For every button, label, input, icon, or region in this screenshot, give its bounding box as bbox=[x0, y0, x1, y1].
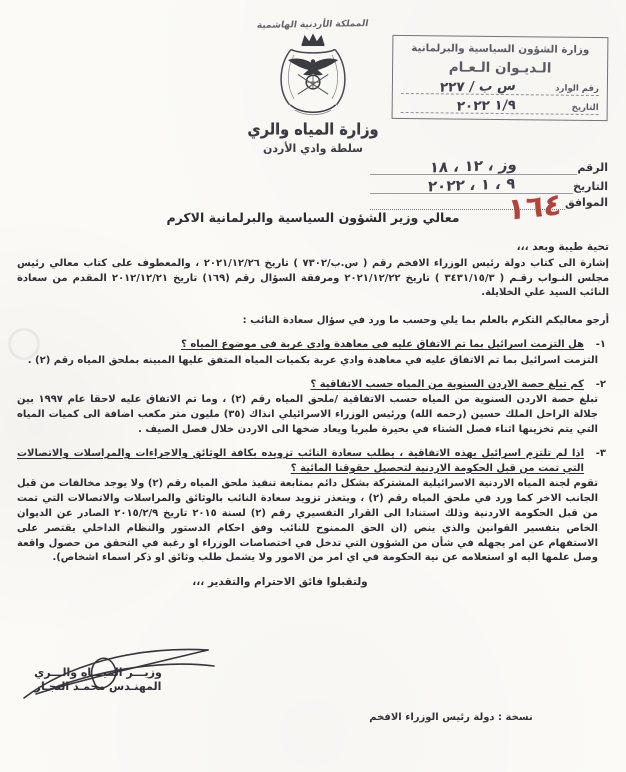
letter-body bbox=[17, 240, 609, 590]
signature-block bbox=[12, 666, 184, 693]
item-question: اذا لم تلتزم اسرائيل بهذه الاتفاقية ، يطلب سعادة النائب تزويده بكافة الوثائق والاجراءات والمراسلات والاتصالات التي تمت من قبل الحكومة الاردنية لتحصيل حقوقنا المائية ؟ bbox=[17, 447, 584, 474]
reference-block bbox=[370, 155, 608, 212]
item-answer: التزمت اسرائيل بما تم الاتفاق عليه في معاهدة وادي عربة بكميات المياه المتفق عليها المبينه بملحق المياه رقم (٢) . bbox=[27, 354, 598, 366]
copy-note: نسخة : دولة رئيس الوزراء الافخم bbox=[369, 712, 533, 723]
stamp-date-label: التاريخ bbox=[571, 102, 599, 114]
scan-artifact-circle bbox=[8, 328, 40, 360]
ref-corresponding-row bbox=[370, 196, 608, 210]
signature-title: وزيـــر الميـــاه والـــري bbox=[34, 666, 162, 679]
stamp-date-value: ١/٩ ٢٠٢٢ bbox=[455, 97, 517, 115]
qa-item bbox=[17, 447, 609, 566]
registry-stamp bbox=[392, 35, 609, 121]
stamp-ministry-line: وزارة الشؤون السياسية والبرلمانية bbox=[411, 42, 590, 56]
authority-name: سلطة وادي الأردن bbox=[262, 142, 363, 155]
closing-line: ولتقبلوا فائق الاحترام والتقدير ،،، bbox=[192, 576, 368, 589]
ministry-name-calligraphy: وزارة المياه والري bbox=[247, 121, 379, 139]
qa-list bbox=[17, 338, 609, 566]
greeting: تحية طيبة وبعد ،،، bbox=[516, 241, 609, 253]
stamp-bureau-line: الـديـوان الـعـام bbox=[448, 59, 552, 77]
addressee-title: معالي وزير الشؤون السياسية والبرلمانية الاكرم bbox=[166, 210, 460, 225]
red-reference-number: ١٦٤ bbox=[506, 186, 563, 229]
item-answer: تقوم لجنة المياه الاردنية الاسرائيلية المشتركة بشكل دائم بمتابعة تنفيذ ملحق المياه رقم (٢) ولا يوجد مخالفات من قبل الجانب الاخر كما ورد في ملحق المياه رقم (٢) ، ويتعذر تزويد سعادة النائب بالوثائق والمراسلات والاتصالات التي تمت من قبل الحكومة الاردنية وذلك استنادا الى القرار التفسيري رقم (٢) لسنة ٢٠١٥ تاريخ ٢٠١٥/٢/٩ الصادر عن الديوان الخاص بتفسير القوانين والذي ينص (ان الحق الممنوح للنائب وفق احكام الدستور والنظام الداخلي يقتصر على الاستفهام عن امر يجهله في شأن من الشؤون التي تدخل في اختصاصات الوزراء او رغبة في التحقق من حصول واقعة وصل علمها اليه او استعلامه عن نية الحكومة في اي امر من الامور ولا يشمل طلب وثائق او ذكر اسماء اشخاص). bbox=[17, 478, 598, 564]
ref-number-value: وز ، ١٢ ، ١٨ bbox=[429, 155, 519, 177]
item-number: ٢- bbox=[595, 378, 606, 390]
ref-date-label: التاريخ bbox=[573, 180, 608, 193]
jordan-coat-of-arms-icon bbox=[267, 32, 359, 120]
stamp-received-row bbox=[401, 79, 599, 96]
item-number: ٣- bbox=[595, 447, 606, 459]
item-question: هل التزمت اسرائيل بما تم الاتفاق عليه في معاهدة وادي عربة في موضوع المياه ؟ bbox=[181, 338, 584, 350]
ref-number-label: الرقم bbox=[577, 161, 608, 174]
ref-date-row bbox=[370, 174, 608, 196]
item-number: ١- bbox=[595, 338, 606, 350]
ref-number-row bbox=[370, 155, 608, 177]
ref-date-value: ٩ ، ١ ، ٢٠٢٢ bbox=[426, 174, 517, 196]
signature-name: المهنـدس محمـد النجـار bbox=[34, 680, 162, 693]
qa-item bbox=[17, 338, 609, 369]
item-question: كم تبلغ حصة الاردن السنوية من المياه حسب الاتفاقية ؟ bbox=[310, 378, 584, 390]
lead-line: أرجو معاليكم التكرم بالعلم بما يلي وحسب ما ورد في سؤال سعادة النائب : bbox=[242, 315, 609, 327]
ref-corresponding-label: الموافق bbox=[564, 196, 608, 209]
stamp-date-row bbox=[401, 98, 599, 115]
intro-paragraph: إشارة الى كتاب دولة رئيس الوزراء الافخم رقم ( س.ب/٧٣٠٢ ) تاريخ ٢٠٢١/١٢/٢٦ ، والمعطوف على كتاب معالي رئيس مجلس النـواب رقـم ( ٣٤٣١/١٥/٣ ) تاريخ ٢٠٢١/١٢/٢٢ ومرفقة السؤال رقم (١٦٩) تاريخ ٢٠١٢/١٢/٢١ المقدم من سعادة النائب السيد علي الخلايلة. bbox=[17, 257, 610, 299]
kingdom-calligraphy: المملكة الأردنية الهاشمية bbox=[256, 19, 370, 31]
stamp-received-label: رقم الوارد bbox=[555, 83, 599, 95]
item-answer: تبلغ حصة الاردن السنوية من المياه حسب الاتفاقية /ملحق المياه رقم (٢) ، وما تم الاتفاق عليه لاحقا عام ١٩٩٧ بين جلالة الراحل الملك حسين (رحمه الله) ورئيس الوزراء الاسرائيلي انذاك (٣٥) مليون متر مكعب اضافة الى كميات المياه التي يتم تخزينها اثناء فصل الشتاء في بحيرة طبريا ويعاد ضخها الى الاردن خلال فصل الصيف . bbox=[17, 394, 598, 435]
stamp-received-value: س ب / ٢٢٧ bbox=[439, 77, 517, 96]
letterhead bbox=[238, 12, 388, 155]
qa-item bbox=[17, 378, 609, 438]
